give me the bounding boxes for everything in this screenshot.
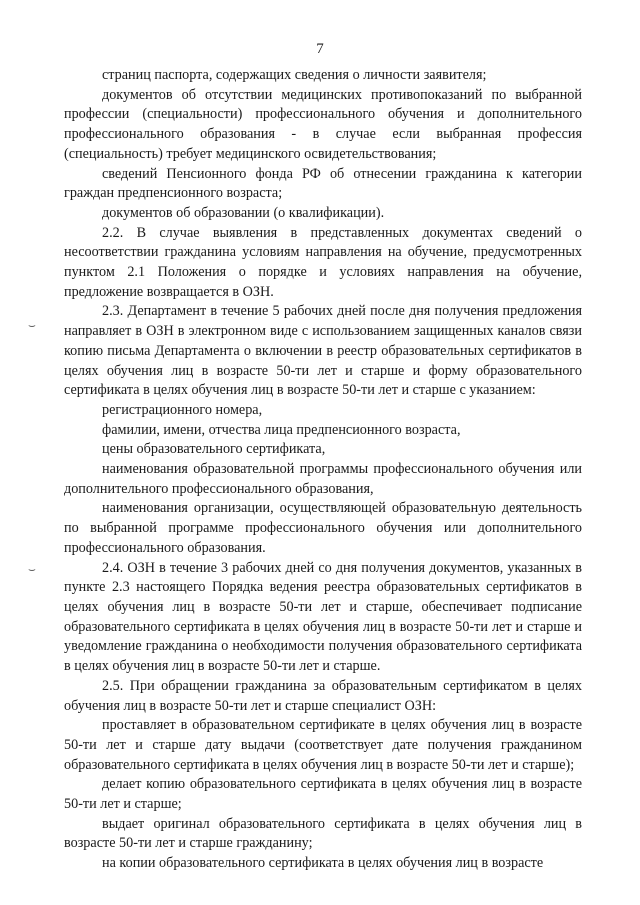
list-item-price: цены образовательного сертификата, bbox=[102, 441, 326, 458]
page-number: 7 bbox=[316, 41, 324, 57]
paragraph-education-docs: документов об образовании (о квалификации). bbox=[102, 204, 385, 221]
paragraph-2-4: 2.4. ОЗН в течение 3 рабочих дней со дня получения документов, указанных в пункте 2.3 настоящего Порядка ведения реестра образовательных сертификатов в целях обучения лиц в возрасте 50-ти лет и старше, обеспечивает подписание образовательного сертификата в целях обучения лиц в возрасте 50-ти лет и старше и уведомление гражданина о необходимости получения образовательного сертификата в целях обучения лиц в возрасте 50-ти лет и старше. bbox=[64, 559, 582, 675]
margin-tick-mark: ⌣ bbox=[28, 318, 36, 332]
list-item-copy: делает копию образовательного сертификата в целях обучения лиц в возрасте 50-ти лет и старше; bbox=[64, 776, 582, 813]
list-item-registration: регистрационного номера, bbox=[102, 401, 263, 418]
list-item-original: выдает оригинал образовательного сертификата в целях обучения лиц в возрасте 50-ти лет и старше гражданину; bbox=[64, 815, 582, 852]
list-item-organization: наименования организации, осуществляющей образовательную деятельность по выбранной программе профессионального обучения или дополнительного профессионального образования. bbox=[64, 500, 582, 556]
list-item-program: наименования образовательной программы профессионального обучения или дополнительного профессионального образования, bbox=[64, 461, 582, 497]
paragraph-passport: страниц паспорта, содержащих сведения о личности заявителя; bbox=[102, 67, 487, 83]
list-item-on-copy: на копии образовательного сертификата в целях обучения лиц в возрасте bbox=[102, 855, 544, 872]
document-body bbox=[64, 66, 582, 874]
list-item-full-name: фамилии, имени, отчества лица предпенсионного возраста, bbox=[102, 421, 461, 438]
paragraph-2-2: 2.2. В случае выявления в представленных документах сведений о несоответствии гражданина условиям направления на обучение, предусмотренных пунктом 2.1 Положения о порядке и условиях направления на обучение, предложение возвращается в ОЗН. bbox=[64, 224, 582, 300]
paragraph-2-5: 2.5. При обращении гражданина за образовательным сертификатом в целях обучения лиц в возрасте 50-ти лет и старше специалист ОЗН: bbox=[64, 677, 582, 714]
paragraph-medical: документов об отсутствии медицинских противопоказаний по выбранной профессии (специальности) профессионального обучения и дополнительного профессионального образования - в случае если выбранная профессия (специальность) требует медицинского освидетельствования; bbox=[64, 86, 582, 162]
list-item-issue-date: проставляет в образовательном сертификате в целях обучения лиц в возрасте 50-ти лет и старше дату выдачи (соответствует дате получения гражданином образовательного сертификата в целях обучения лиц в возрасте 50-ти лет и старше); bbox=[64, 717, 582, 773]
paragraph-2-3: 2.3. Департамент в течение 5 рабочих дней после дня получения предложения направляет в ОЗН в электронном виде с использованием защищенных каналов связи копию письма Департамента о включении в реестр образовательных сертификатов в целях обучения лиц в возрасте 50-ти лет и старше и форму образовательного сертификата в целях обучения лиц в возрасте 50-ти лет и старше с указанием: bbox=[64, 303, 582, 399]
paragraph-pension-fund: сведений Пенсионного фонда РФ об отнесении гражданина к категории граждан предпенсионного возраста; bbox=[64, 165, 582, 202]
margin-tick-mark: ⌣ bbox=[28, 562, 36, 576]
